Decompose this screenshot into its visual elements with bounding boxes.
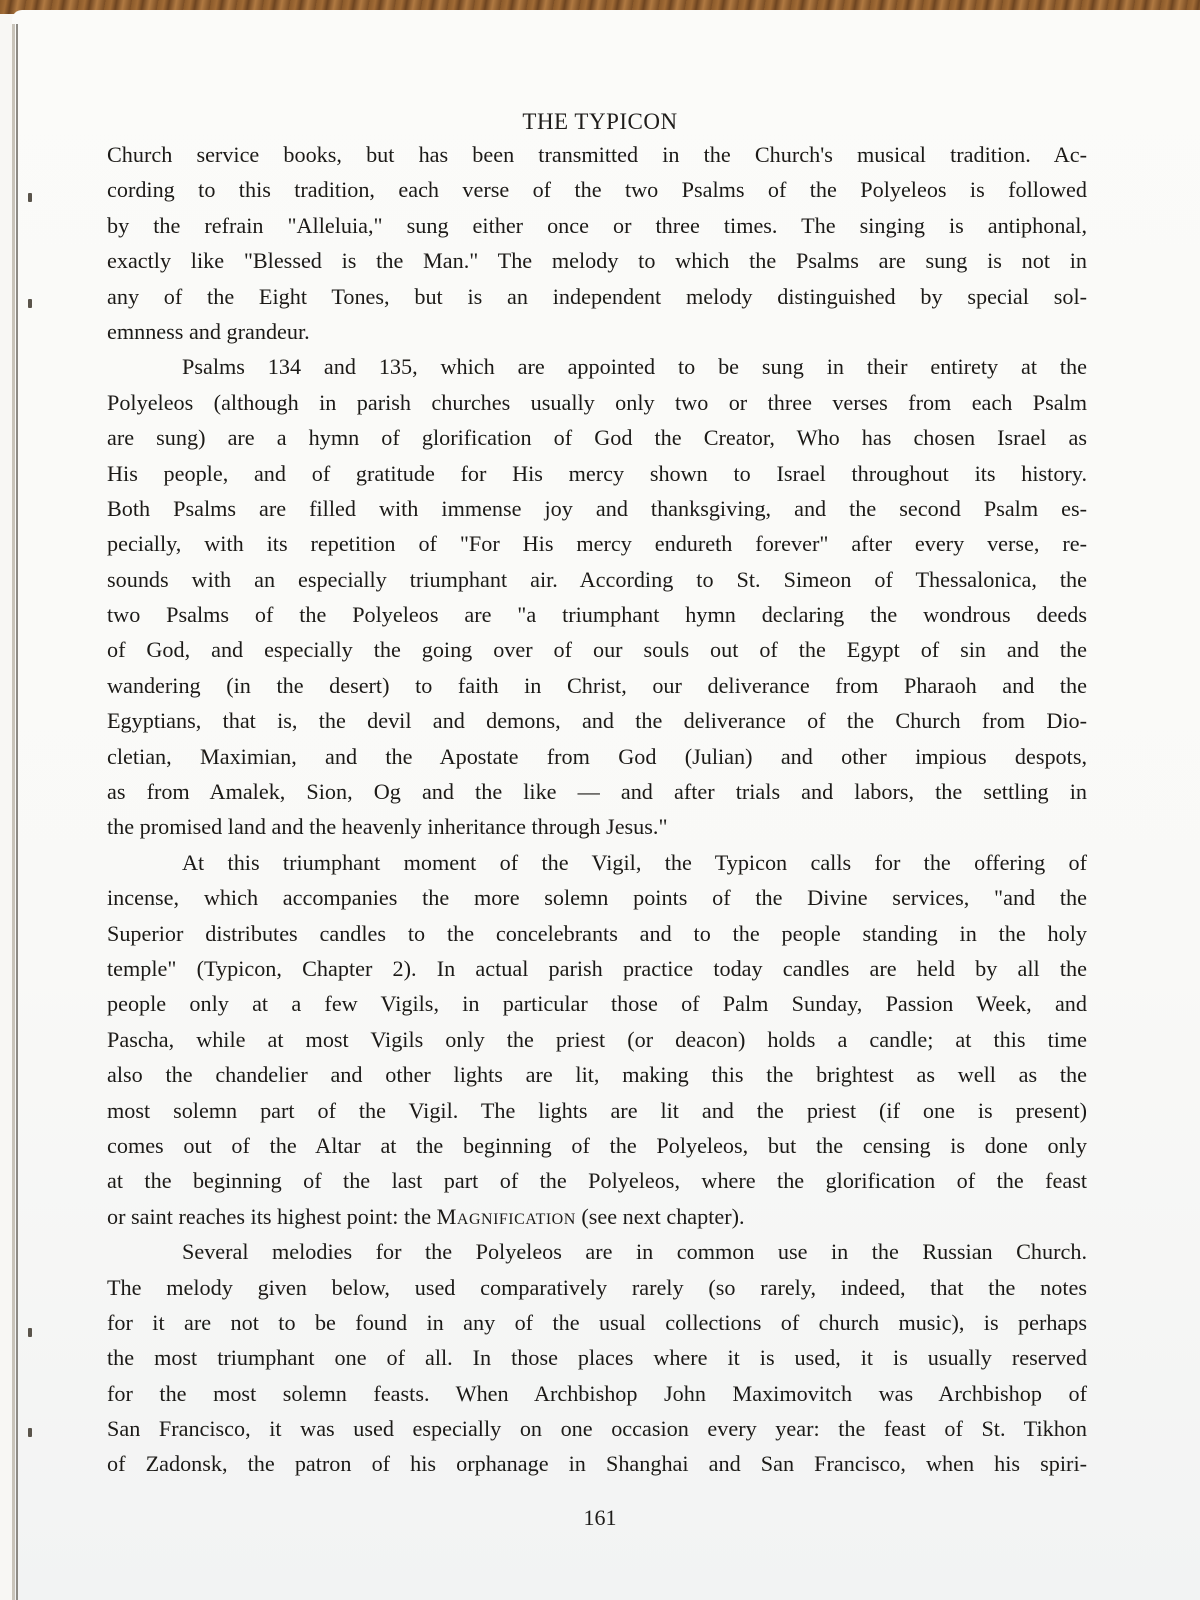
text-line: emnness and grandeur. [107, 318, 310, 344]
text-line: San Francisco, it was used especially on one occasion every year: the feast of St. Tikhon [107, 1416, 1087, 1442]
margin-speck-mark [28, 1328, 32, 1337]
text-line [107, 1199, 1087, 1234]
text-line: also the chandelier and other lights are lit, making this the brightest as well as the [107, 1062, 1087, 1088]
text-line: pecially, with its repetition of "For His mercy endureth forever" after every verse, re- [107, 531, 1087, 557]
margin-speck-mark [28, 1428, 32, 1437]
text-line: incense, which accompanies the more solemn points of the Divine services, "and the [107, 885, 1087, 911]
text-line: sounds with an especially triumphant air. According to St. Simeon of Thessalonica, the [107, 566, 1087, 592]
text-line: Egyptians, that is, the devil and demons, and the deliverance of the Church from Dio- [107, 708, 1087, 734]
text-fragment: or saint reaches its highest point: the [107, 1203, 437, 1229]
running-head: THE TYPICON [522, 109, 678, 134]
text-fragment: (see next chapter). [575, 1203, 745, 1229]
magnification-term: Magnification [436, 1203, 576, 1229]
text-line: His people, and of gratitude for His mercy shown to Israel throughout its history. [107, 460, 1087, 486]
text-line: are sung) are a hymn of glorification of God the Creator, Who has chosen Israel as [107, 425, 1087, 451]
text-line: Several melodies for the Polyeleos are in common use in the Russian Church. [182, 1239, 1087, 1265]
text-line: comes out of the Altar at the beginning of the Polyeleos, but the censing is done only [107, 1132, 1087, 1158]
text-line: Church service books, but has been transmitted in the Church's musical tradition. Ac- [107, 142, 1087, 167]
text-line: cording to this tradition, each verse of the two Psalms of the Polyeleos is followed [107, 177, 1087, 203]
text-line: of God, and especially the going over of our souls out of the Egypt of sin and the [107, 637, 1087, 663]
margin-speck-mark [28, 299, 32, 308]
page-edge-line [16, 24, 18, 1600]
margin-speck-mark [28, 193, 32, 202]
text-line: as from Amalek, Sion, Og and the like — and after trials and labors, the settling in [107, 779, 1087, 805]
text-line: Superior distributes candles to the concelebrants and to the people standing in the holy [107, 920, 1087, 946]
text-line: for it are not to be found in any of the usual collections of church music), is perhaps [107, 1309, 1087, 1335]
body-text [107, 137, 1087, 1482]
text-line: Polyeleos (although in parish churches usually only two or three verses from each Psalm [107, 389, 1087, 415]
text-line: Psalms 134 and 135, which are appointed to be sung in their entirety at the [182, 354, 1087, 380]
text-line: cletian, Maximian, and the Apostate from God (Julian) and other impious despots, [107, 743, 1087, 769]
text-line: The melody given below, used comparatively rarely (so rarely, indeed, that the notes [107, 1274, 1087, 1300]
text-line: wandering (in the desert) to faith in Christ, our deliverance from Pharaoh and the [107, 672, 1087, 698]
paragraph-1 [107, 137, 1087, 349]
text-line: people only at a few Vigils, in particular those of Palm Sunday, Passion Week, and [107, 991, 1087, 1017]
text-line: any of the Eight Tones, but is an independent melody distinguished by special sol- [107, 283, 1087, 309]
text-line: the most triumphant one of all. In those places where it is used, it is usually reserved [107, 1345, 1087, 1371]
paragraph-3 [107, 845, 1087, 1234]
text-line: the promised land and the heavenly inheritance through Jesus." [107, 814, 668, 840]
text-line: Both Psalms are filled with immense joy and thanksgiving, and the second Psalm es- [107, 495, 1087, 521]
text-line: exactly like "Blessed is the Man." The melody to which the Psalms are sung is not in [107, 248, 1087, 274]
text-line: At this triumphant moment of the Vigil, the Typicon calls for the offering of [182, 849, 1087, 875]
text-line: of Zadonsk, the patron of his orphanage in Shanghai and San Francisco, when his spiri- [107, 1451, 1087, 1477]
text-line: temple" (Typicon, Chapter 2). In actual parish practice today candles are held by all the [107, 955, 1087, 981]
text-line: two Psalms of the Polyeleos are "a triumphant hymn declaring the wondrous deeds [107, 602, 1087, 628]
paragraph-4 [107, 1234, 1087, 1482]
text-line: at the beginning of the last part of the Polyeleos, where the glorification of the feast [107, 1168, 1087, 1194]
text-line: for the most solemn feasts. When Archbishop John Maximovitch was Archbishop of [107, 1380, 1087, 1406]
text-line: by the refrain "Alleluia," sung either once or three times. The singing is antiphonal, [107, 212, 1087, 238]
page-edge-shadow [12, 24, 15, 1600]
text-line: most solemn part of the Vigil. The lights are lit and the priest (if one is present) [107, 1097, 1087, 1123]
page-number: 161 [583, 1505, 617, 1530]
text-line: Pascha, while at most Vigils only the priest (or deacon) holds a candle; at this time [107, 1026, 1087, 1052]
paragraph-2 [107, 349, 1087, 844]
